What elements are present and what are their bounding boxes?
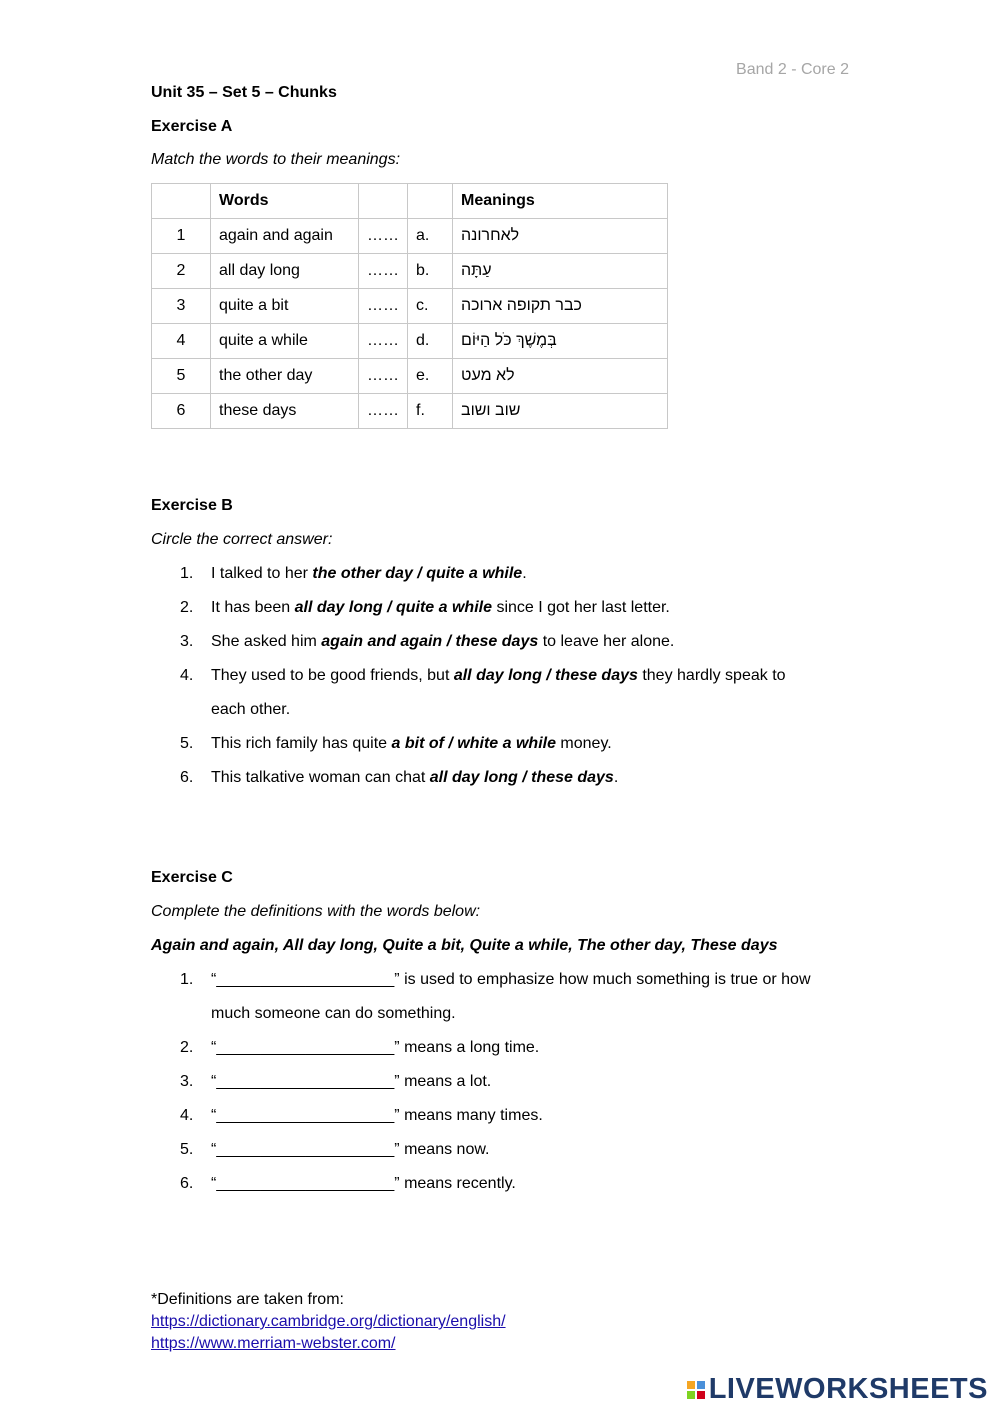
table-row	[152, 254, 668, 289]
cambridge-link[interactable]: https://dictionary.cambridge.org/dictionary/english/	[151, 1313, 506, 1330]
logo-grid-icon	[687, 1381, 705, 1399]
answer-blank[interactable]: ……	[359, 359, 408, 394]
row-number: 6	[152, 394, 211, 429]
list-item: 3. She asked him again and again / these days to leave her alone.	[180, 633, 675, 650]
fill-blank[interactable]: “____________________”	[211, 1141, 400, 1158]
table-row	[152, 219, 668, 254]
answer-options[interactable]: again and again / these days	[321, 633, 539, 650]
table-row	[152, 359, 668, 394]
header-band-label: Band 2 - Core 2	[736, 61, 849, 78]
list-item: 1. I talked to her the other day / quite a while.	[180, 565, 527, 582]
fill-blank[interactable]: “____________________”	[211, 1175, 400, 1192]
matching-table	[151, 183, 668, 429]
row-letter: e.	[408, 359, 453, 394]
answer-options[interactable]: all day long / these days	[453, 667, 638, 684]
exercise-a-instruction: Match the words to their meanings:	[151, 151, 401, 168]
answer-blank[interactable]: ……	[359, 219, 408, 254]
answer-blank[interactable]: ……	[359, 254, 408, 289]
row-letter: f.	[408, 394, 453, 429]
list-item: 6. “____________________” means recently.	[180, 1175, 516, 1192]
row-meaning: עַתָּה	[453, 254, 668, 289]
answer-options[interactable]: all day long / quite a while	[294, 599, 492, 616]
row-word: these days	[211, 394, 359, 429]
row-word: quite a bit	[211, 289, 359, 324]
table-row	[152, 394, 668, 429]
row-letter: b.	[408, 254, 453, 289]
exercise-b-heading: Exercise B	[151, 497, 233, 514]
table-row	[152, 289, 668, 324]
row-letter: a.	[408, 219, 453, 254]
page-title: Unit 35 – Set 5 – Chunks	[151, 84, 337, 101]
brand-name: LIVEWORKSHEETS	[708, 1373, 988, 1405]
answer-options[interactable]: a bit of / white a while	[391, 735, 556, 752]
row-number: 3	[152, 289, 211, 324]
footer-sources	[151, 1289, 506, 1355]
exercise-b-list	[180, 557, 860, 795]
answer-blank[interactable]: ……	[359, 324, 408, 359]
list-item: 5. This rich family has quite a bit of / white a while money.	[180, 735, 612, 752]
fill-blank[interactable]: “____________________”	[211, 1107, 400, 1124]
list-item: 2. It has been all day long / quite a while since I got her last letter.	[180, 599, 670, 616]
exercise-c-heading: Exercise C	[151, 869, 233, 886]
exercise-c-list	[180, 963, 860, 1201]
row-letter: d.	[408, 324, 453, 359]
row-word: again and again	[211, 219, 359, 254]
fill-blank[interactable]: “____________________”	[211, 1073, 400, 1090]
row-number: 4	[152, 324, 211, 359]
row-word: quite a while	[211, 324, 359, 359]
fill-blank[interactable]: “____________________”	[211, 971, 400, 988]
row-letter: c.	[408, 289, 453, 324]
answer-options[interactable]: all day long / these days	[429, 769, 614, 786]
row-meaning: לאחרונה	[453, 219, 668, 254]
list-item: 1. “____________________” is used to emphasize how much something is true or how much someone can do something.	[180, 971, 811, 1022]
list-item: 4. “____________________” means many times.	[180, 1107, 543, 1124]
answer-options[interactable]: the other day / quite a while	[312, 565, 523, 582]
merriam-webster-link[interactable]: https://www.merriam-webster.com/	[151, 1335, 396, 1352]
list-item: 5. “____________________” means now.	[180, 1141, 490, 1158]
liveworksheets-logo	[687, 1373, 988, 1406]
row-number: 5	[152, 359, 211, 394]
sources-note: *Definitions are taken from:	[151, 1291, 344, 1308]
row-word: all day long	[211, 254, 359, 289]
exercise-b-instruction: Circle the correct answer:	[151, 531, 333, 548]
row-meaning: לא מעט	[453, 359, 668, 394]
exercise-a-heading: Exercise A	[151, 118, 233, 135]
col-words-header: Words	[211, 184, 359, 219]
word-bank: Again and again, All day long, Quite a bit, Quite a while, The other day, These days	[151, 937, 778, 954]
row-number: 2	[152, 254, 211, 289]
list-item: 4. They used to be good friends, but all day long / these days they hardly speak to each other.	[180, 667, 786, 718]
row-word: the other day	[211, 359, 359, 394]
row-meaning: כבר תקופה ארוכה	[453, 289, 668, 324]
answer-blank[interactable]: ……	[359, 289, 408, 324]
table-header-row	[152, 184, 668, 219]
list-item: 6. This talkative woman can chat all day long / these days.	[180, 769, 619, 786]
exercise-c-instruction: Complete the definitions with the words below:	[151, 903, 481, 920]
table-row	[152, 324, 668, 359]
list-item: 3. “____________________” means a lot.	[180, 1073, 492, 1090]
row-meaning: בְּמֶשֶׁךְ כֹּל הַיּוֹם	[453, 324, 668, 359]
row-meaning: שוב ושוב	[453, 394, 668, 429]
answer-blank[interactable]: ……	[359, 394, 408, 429]
list-item: 2. “____________________” means a long time.	[180, 1039, 540, 1056]
col-meanings-header: Meanings	[453, 184, 668, 219]
row-number: 1	[152, 219, 211, 254]
fill-blank[interactable]: “____________________”	[211, 1039, 400, 1056]
